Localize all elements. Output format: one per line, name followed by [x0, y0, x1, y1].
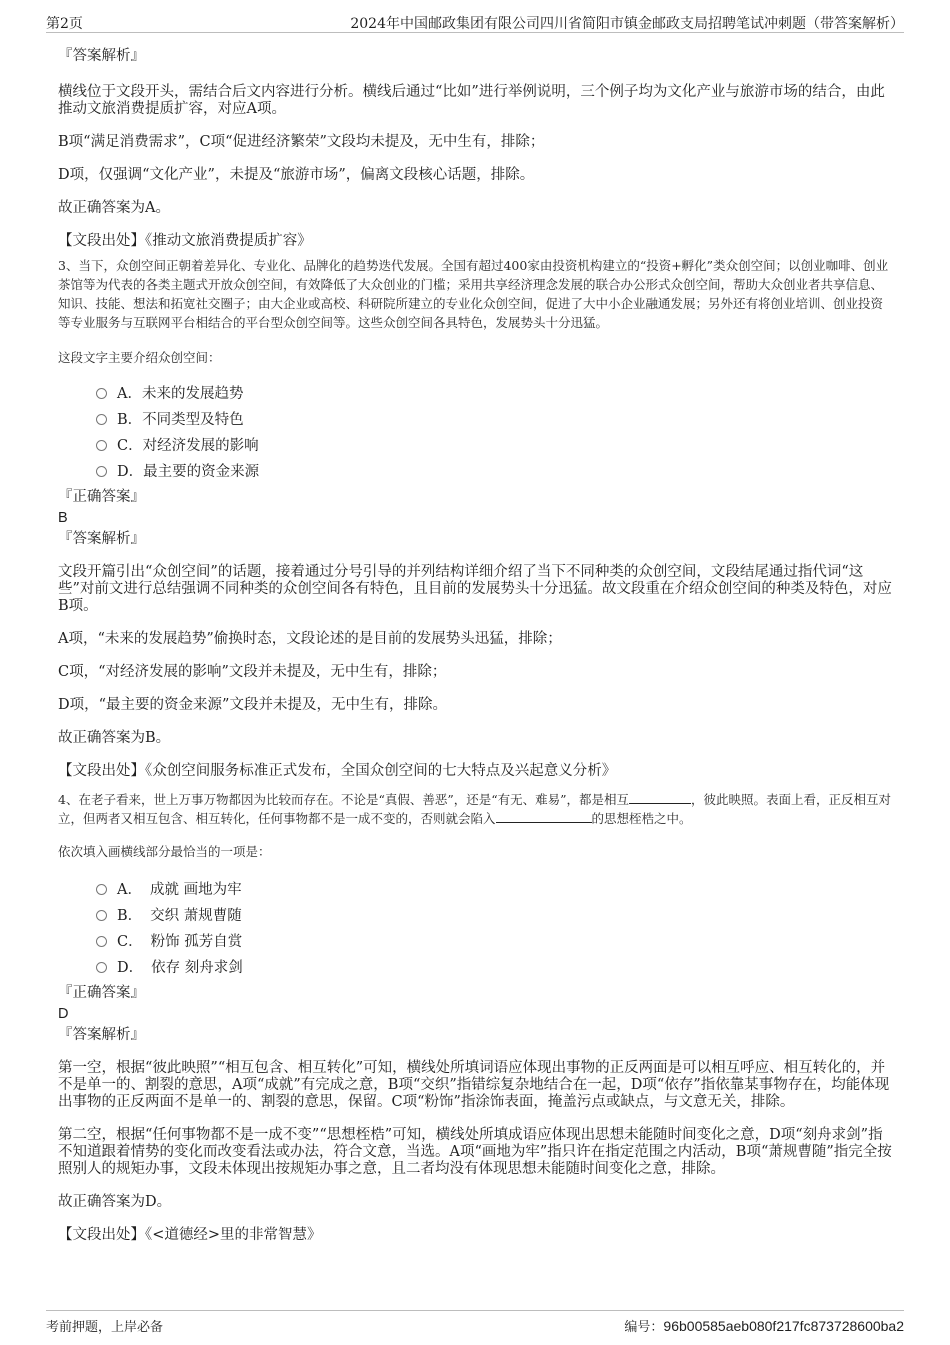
option-d[interactable] [96, 955, 892, 981]
question-4 [58, 790, 892, 1244]
code-value: 96b00585aeb080f217fc873728600ba2 [663, 1318, 904, 1334]
radio-icon[interactable] [96, 962, 107, 973]
question-3 [58, 256, 892, 780]
page-footer [46, 1310, 904, 1335]
option-letter: A． [117, 386, 142, 402]
correct-answer: D [58, 1006, 69, 1022]
analysis-paragraph: B项“满足消费需求”，C项“促进经济繁荣”文段均未提及，无中生有，排除； [58, 134, 545, 150]
option-text: 成就 画地为牢 [149, 882, 242, 898]
question-prompt: 这段文字主要介绍众创空间： [58, 350, 221, 365]
stem-part: 4、在老子看来，世上万事万物都因为比较而存在。不论是“真假、善恶”，还是“有无、难易”，都是相互 [58, 792, 630, 807]
fill-blank-1 [629, 791, 691, 804]
analysis-label: 『答案解析』 [58, 1027, 145, 1043]
analysis-conclusion: 故正确答案为D。 [58, 1194, 172, 1210]
option-letter: B． [117, 908, 143, 924]
option-text: 交织 萧规曹随 [150, 908, 242, 924]
footer-slogan: 考前押题，上岸必备 [46, 1320, 164, 1335]
analysis-paragraph: 第二空，根据“任何事物都不是一成不变”“思想桎梏”可知，横线处所填成语应体现出思想未能随时间变化之意，D项“刻舟求剑”指不知道跟着情势的变化而改变看法或办法，符合文意，当选。A项“画地为牢”指只许在指定范围之内活动，B项“萧规曹随”指完全按照别人的规矩办事，文段未体现出按规矩办事之意，且二者均没有体现思想未能随时间变化之意，排除。 [58, 1127, 892, 1177]
document-body [58, 44, 892, 1244]
option-c[interactable] [96, 433, 892, 459]
correct-answer: B [58, 510, 68, 526]
radio-icon[interactable] [96, 388, 107, 399]
option-d[interactable] [96, 459, 892, 485]
radio-icon[interactable] [96, 884, 107, 895]
option-text: 依存 刻舟求剑 [151, 960, 243, 976]
page-header [46, 10, 904, 33]
radio-icon[interactable] [96, 466, 107, 477]
correct-answer-label: 『正确答案』 [58, 489, 145, 505]
option-text: 粉饰 孤芳自赏 [150, 934, 243, 950]
option-a[interactable] [96, 381, 892, 407]
analysis-paragraph: C项，“对经济发展的影响”文段并未提及，无中生有，排除； [58, 664, 447, 680]
radio-icon[interactable] [96, 414, 107, 425]
option-letter: B． [117, 412, 143, 428]
analysis-paragraph: 横线位于文段开头，需结合后文内容进行分析。横线后通过“比如”进行举例说明，三个例子均为文化产业与旅游市场的结合，由此推动文旅消费提质扩容，对应A项。 [58, 84, 885, 117]
stem-part: ，彼此映照。表面上看，正反相互对立，但两者又相互包含、相互转化，任何事物都不是一成不变的，否则就会陷入 [58, 792, 892, 826]
radio-icon[interactable] [96, 910, 107, 921]
analysis-paragraph: D项，“最主要的资金来源”文段并未提及，无中生有，排除。 [58, 697, 447, 713]
page-number: 第2页 [46, 16, 83, 32]
option-text: 不同类型及特色 [142, 412, 244, 428]
option-c[interactable] [96, 929, 892, 955]
analysis-paragraph: 文段开篇引出“众创空间”的话题，接着通过分号引导的并列结构详细介绍了当下不同种类的众创空间，文段结尾通过指代词“这些”对前文进行总结强调不同种类的众创空间各有特色，且目前的发展势头十分迅猛。故文段重在介绍众创空间的种类及特色，对应B项。 [58, 564, 892, 614]
analysis-paragraph: A项，“未来的发展趋势”偷换时态，文段论述的是目前的发展势头迅猛，排除； [58, 631, 562, 647]
footer-code [624, 1316, 904, 1335]
analysis-label: 『答案解析』 [58, 48, 145, 64]
question-stem [58, 790, 892, 828]
option-a[interactable] [96, 877, 892, 903]
analysis-conclusion: 故正确答案为B。 [58, 730, 171, 746]
option-text: 最主要的资金来源 [143, 464, 260, 480]
option-list [58, 877, 892, 981]
stem-part: 的思想桎梏之中。 [591, 811, 692, 826]
document-title: 2024年中国邮政集团有限公司四川省简阳市镇金邮政支局招聘笔试冲刺题（带答案解析） [350, 16, 904, 32]
option-text: 未来的发展趋势 [141, 386, 244, 402]
option-letter: C． [117, 934, 143, 950]
option-b[interactable] [96, 407, 892, 433]
question-stem: 3、当下，众创空间正朝着差异化、专业化、品牌化的趋势迭代发展。全国有超过400家由投资机构建立的“投资+孵化”类众创空间；以创业咖啡、创业茶馆等为代表的各类主题式开放众创空间，有效降低了大众创业的门槛；采用共享经济理念发展的联合办公形式众创空间，帮助大众创业者共享信息、知识、技能、想法和拓宽社交圈子；由大企业或高校、科研院所建立的专业化众创空间，促进了大中小企业融通发展；另外还有将创业培训、创业投资等专业服务与互联网平台相结合的平台型众创空间等。这些众创空间各具特色，发展势头十分迅猛。 [58, 258, 889, 330]
question-prompt: 依次填入画横线部分最恰当的一项是： [58, 844, 271, 859]
radio-icon[interactable] [96, 936, 107, 947]
fill-blank-2 [496, 810, 592, 823]
analysis-conclusion: 故正确答案为A。 [58, 200, 170, 216]
source-citation: 【文段出处】《推动文旅消费提质扩容》 [58, 233, 312, 249]
analysis-paragraph: 第一空，根据“彼此映照”“相互包含、相互转化”可知，横线处所填词语应体现出事物的正反两面是可以相互呼应、相互转化的，并不是单一的、割裂的意思，A项“成就”有完成之意，B项“交织”指错综复杂地结合在一起，D项“依存”指依靠某事物存在，均能体现出事物的正反两面不是单一的、割裂的意思，保留。C项“粉饰”指涂饰表面，掩盖污点或缺点，与文意无关，排除。 [58, 1060, 890, 1110]
option-text: 对经济发展的影响 [142, 438, 259, 454]
option-list [58, 381, 892, 485]
analysis-label: 『答案解析』 [58, 531, 145, 547]
code-label: 编号： [624, 1320, 664, 1335]
question-2-analysis [58, 48, 892, 250]
radio-icon[interactable] [96, 440, 107, 451]
source-citation: 【文段出处】《众创空间服务标准正式发布，全国众创空间的七大特点及兴起意义分析》 [58, 763, 617, 779]
source-citation: 【文段出处】《<道德经>里的非常智慧》 [58, 1227, 322, 1243]
option-letter: A． [117, 882, 142, 898]
option-b[interactable] [96, 903, 892, 929]
option-letter: D． [117, 960, 144, 976]
option-letter: C． [117, 438, 143, 454]
option-letter: D． [117, 464, 144, 480]
analysis-paragraph: D项，仅强调“文化产业”，未提及“旅游市场”，偏离文段核心话题，排除。 [58, 167, 535, 183]
correct-answer-label: 『正确答案』 [58, 985, 145, 1001]
